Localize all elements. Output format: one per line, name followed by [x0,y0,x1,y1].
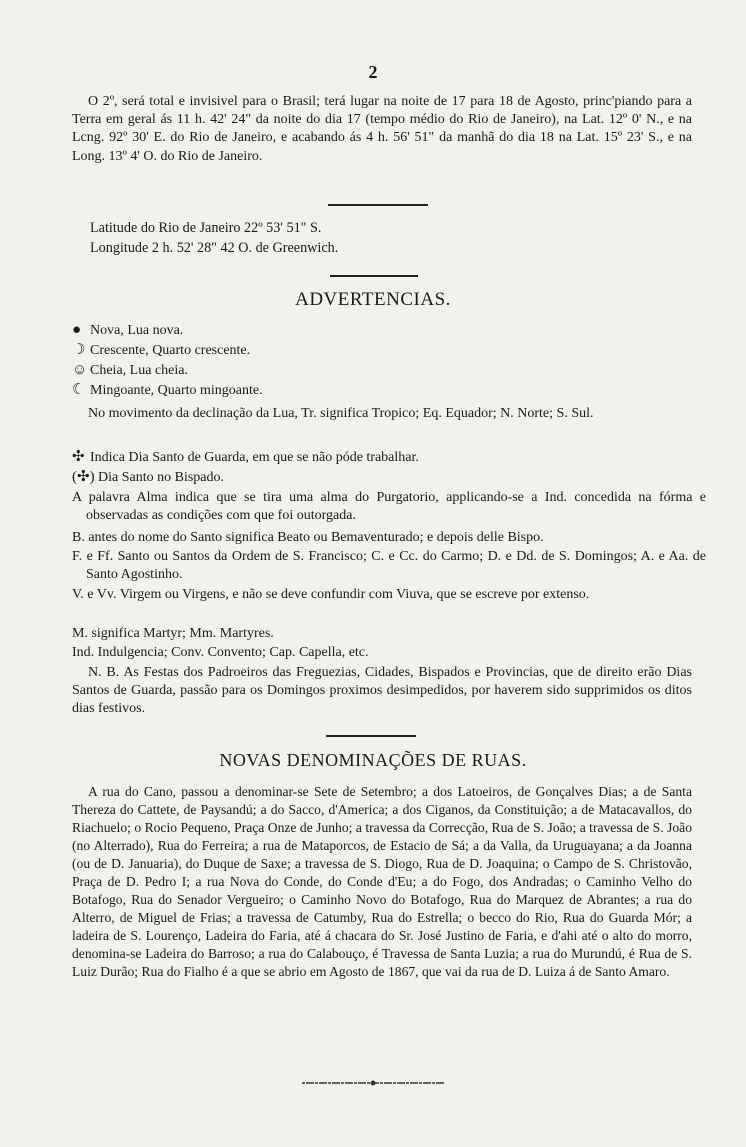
beato-note: B. antes do nome do Santo significa Beato ou Bemaventurado; e depois delle Bispo. [72,530,544,545]
crescent-moon-icon: ☽ [72,342,86,358]
eclipse-paragraph: O 2º, será total e invisivel para o Brasil; terá lugar na noite de 17 para 18 de Agosto, princ'piando para a Terra em geral ás 11 h. 42' 24" da noite do dia 17 (tempo médio do Rio de Janeiro), na Lat. 12º 0' N., e na Lcng. 92º 30' E. do Rio de Janeiro, e acabando ás 4 h. 56' 51" da manhã do dia 18 na Lat. 15º 23' S., e na Long. 13º 4' O. do Rio de Janeiro. [72,94,692,164]
new-moon-icon: ● [72,322,82,338]
holy-day-note: ✣ Indica Dia Santo de Guarda, em que se não póde trabalhar. [72,449,419,465]
nb-note: N. B. As Festas dos Padroeiros das Freguezias, Cidades, Bispados e Provincias, que de direito erão Dias Santos de Guarda, passão para os Domingos proximos desimpedidos, por haverem sido supprimidos os ditos dias festivos. [72,665,692,717]
moon-phase-full: ☺ Cheia, Lua cheia. [72,362,188,378]
divider-rule [328,204,428,206]
declination-note: No movimento da declinação da Lua, Tr. significa Tropico; Eq. Equador; N. Norte; S. Sul. [88,406,594,421]
martyr-note: M. significa Martyr; Mm. Martyres. [72,626,274,641]
advertencias-heading: ADVERTENCIAS. [295,289,451,310]
waning-moon-icon: ☾ [72,382,86,398]
ruas-heading: NOVAS DENOMINAÇÕES DE RUAS. [219,750,527,770]
divider-rule [330,275,418,277]
ruas-paragraph: A rua do Cano, passou a denominar-se Sete de Setembro; a dos Latoeiros, de Gonçalves Dias; a de Santa Thereza do Cattete, de Paysandú; a do Sacco, d'America; a dos Ciganos, da Constituição; a de Matacavallos, do Riachuelo; o Rocio Pequeno, Praça Onze de Junho; a travessa da Correcção, Rua de S. João; a travessa de S. João (no Alterrado), Rua do Ferreira; a rua de Mataporcos, de Estacio de Sá; a da Valla, da Uruguayana; a da Joanna (ou de D. Januaria), do Duque de Saxe; a travessa de S. Diogo, Rua de D. Joaquina; o Campo de S. Christovão, Praça de D. Pedro I; a rua Nova do Conde, do Conde d'Eu; a do Fogo, dos Andradas; o Caminho Velho do Botafogo, Rua do Senador Vergueiro; o Caminho Novo do Botafogo, Rua do Marquez de Abrantes; a rua do Alterro, de Miguel de Frias; a travessa de Catumby, Rua do Estrella; o becco do Rio, Rua do Guarda Mór; a ladeira de S. Lourenço, Ladeira do Faria, até á chacara do Sr. José Justino de Faria, e d'ahi até o alto do morro, denomina-se Ladeira do Barroso; a rua do Calabouço, é Travessa de Santa Luzia; a rua do Murundú, é Rua de S. Luiz Durão; Rua do Fialho é a que se abrio em Agosto de 1867, que vai da rua de D. Luiza á de Santo Amaro. [72,784,692,979]
longitude-line: Longitude 2 h. 52' 28" 42 O. de Greenwich. [90,240,339,256]
alma-note: A palavra Alma indica que se tira uma alma do Purgatorio, applicando-se a Ind. concedida na fórma e observadas as condições com que foi outorgada. [72,490,706,524]
abbreviations-note: Ind. Indulgencia; Conv. Convento; Cap. Capella, etc. [72,645,369,660]
coordinates-block [90,218,650,258]
moon-phase-waning: ☾ Mingoante, Quarto mingoante. [72,382,263,398]
page-number: 2 [368,62,378,82]
orders-note: F. e Ff. Santo ou Santos da Ordem de S. Francisco; C. e Cc. do Carmo; D. e Dd. de S. Domingos; A. e Aa. de Santo Agostinho. [72,549,706,583]
divider-rule [326,735,416,737]
bracketed-cross-icon: (✣) [72,469,95,485]
end-ornament [302,1080,444,1086]
moon-phase-new: ● Nova, Lua nova. [72,322,184,338]
diocese-holy-day-note: (✣) Dia Santo no Bispado. [72,469,224,485]
latitude-line: Latitude do Rio de Janeiro 22º 53' 51" S. [90,220,322,236]
full-moon-icon: ☺ [72,362,88,378]
cross-icon: ✣ [72,449,85,465]
moon-phase-crescent: ☽ Crescente, Quarto crescente. [72,342,251,358]
virgem-note: V. e Vv. Virgem ou Virgens, e não se deve confundir com Viuva, que se escreve por extenso. [72,587,590,602]
